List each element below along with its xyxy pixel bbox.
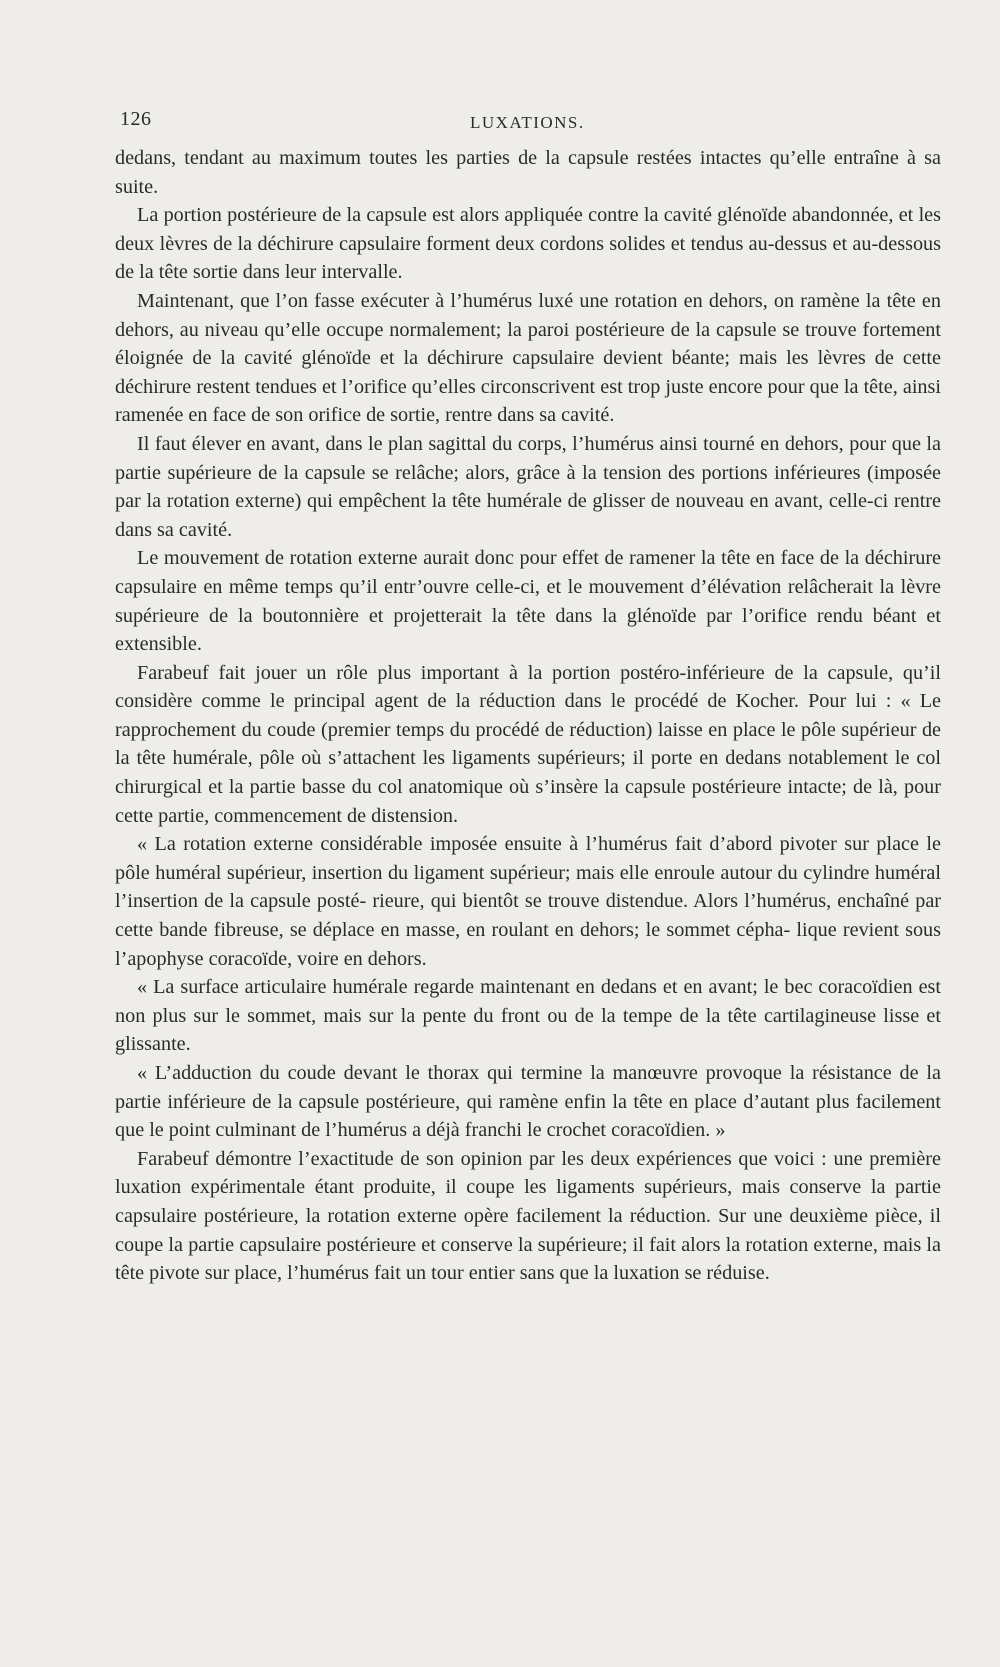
- paragraph: Farabeuf démontre l’exactitude de son opinion par les deux expériences que voici : une première luxation expérimentale étant produite, il coupe les ligaments supérieurs, mais conserve la partie capsulaire postérieure, la rotation externe opère facilement la réduction. Sur une deuxième pièce, il coupe la partie capsulaire postérieure et conserve la supérieure; il fait alors la rotation externe, mais la tête pivote sur place, l’humérus fait un tour entier sans que la luxation se réduise.: [115, 1147, 941, 1285]
- paragraph: Le mouvement de rotation externe aurait donc pour effet de ramener la tête en face de la déchirure capsulaire en même temps qu’il entr’ouvre celle-ci, et le mouvement d’élévation relâcherait la lèvre supérieure de la boutonnière et projetterait la tête dans la glénoïde par l’orifice rendu béant et extensible.: [115, 547, 941, 656]
- paragraph: Il faut élever en avant, dans le plan sagittal du corps, l’humérus ainsi tourné en dehors, pour que la partie supérieure de la capsule se relâche; alors, grâce à la tension des portions inférieures (imposée par la rotation externe) qui empêchent la tête humérale de glisser de nouveau en avant, celle-ci rentre dans sa cavité.: [115, 432, 941, 541]
- paragraph: Farabeuf fait jouer un rôle plus important à la portion postéro-inférieure de la capsule, qu’il considère comme le principal agent de la réduction dans le procédé de Kocher. Pour lui : « Le rapprochement du coude (premier temps du procédé de réduction) laisse en place le pôle supérieur de la tête humérale, pôle où s’attachent les ligaments supérieurs; il porte en dedans notablement le col chirurgical et la partie basse du col anatomique où s’insère la capsule postérieure intacte; de là, pour cette partie, commencement de distension.: [115, 661, 941, 827]
- book-page: [115, 108, 941, 1288]
- quote-paragraph: « La surface articulaire humérale regarde maintenant en dedans et en avant; le bec coracoïdien est non plus sur le sommet, mais sur la pente du front ou de la tempe de la tête cartilagineuse lisse et glissante.: [115, 976, 941, 1056]
- page-number: 126: [120, 108, 152, 130]
- running-title: LUXATIONS.: [470, 113, 585, 132]
- quote-paragraph: « La rotation externe considérable imposée ensuite à l’humérus fait d’abord pivoter sur place le pôle huméral supérieur, insertion du ligament supérieur; mais elle enroule autour du cylindre huméral l’insertion de la capsule posté- rieure, qui bientôt se trouve distendue. Alors l’humérus, enchaîné par cette bande fibreuse, se déplace en masse, en roulant en dehors; le sommet cépha- lique revient sous l’apophyse coracoïde, voire en dehors.: [115, 833, 941, 970]
- page-header: [115, 108, 941, 144]
- paragraph: La portion postérieure de la capsule est alors appliquée contre la cavité glénoïde abandonnée, et les deux lèvres de la déchirure capsulaire forment deux cordons solides et tendus au-dessus et au-dessous de la tête sortie dans leur intervalle.: [115, 204, 941, 284]
- body-text: [115, 144, 941, 1288]
- paragraph-continued: dedans, tendant au maximum toutes les parties de la capsule restées intactes qu’elle entraîne à sa suite.: [115, 147, 941, 198]
- quote-paragraph: « L’adduction du coude devant le thorax qui termine la manœuvre provoque la résistance de la partie inférieure de la capsule postérieure, qui ramène enfin la tête en place d’autant plus facilement que le point culminant de l’humérus a déjà franchi le crochet coracoïdien. »: [115, 1062, 941, 1142]
- paragraph: Maintenant, que l’on fasse exécuter à l’humérus luxé une rotation en dehors, on ramène la tête en dehors, au niveau qu’elle occupe normalement; la paroi postérieure de la capsule se trouve fortement éloignée de la cavité glénoïde et la déchirure capsulaire devient béante; mais les lèvres de cette déchirure restent tendues et l’orifice qu’elles circonscrivent est trop juste encore pour que la tête, ainsi ramenée en face de son orifice de sortie, rentre dans sa cavité.: [115, 289, 941, 427]
